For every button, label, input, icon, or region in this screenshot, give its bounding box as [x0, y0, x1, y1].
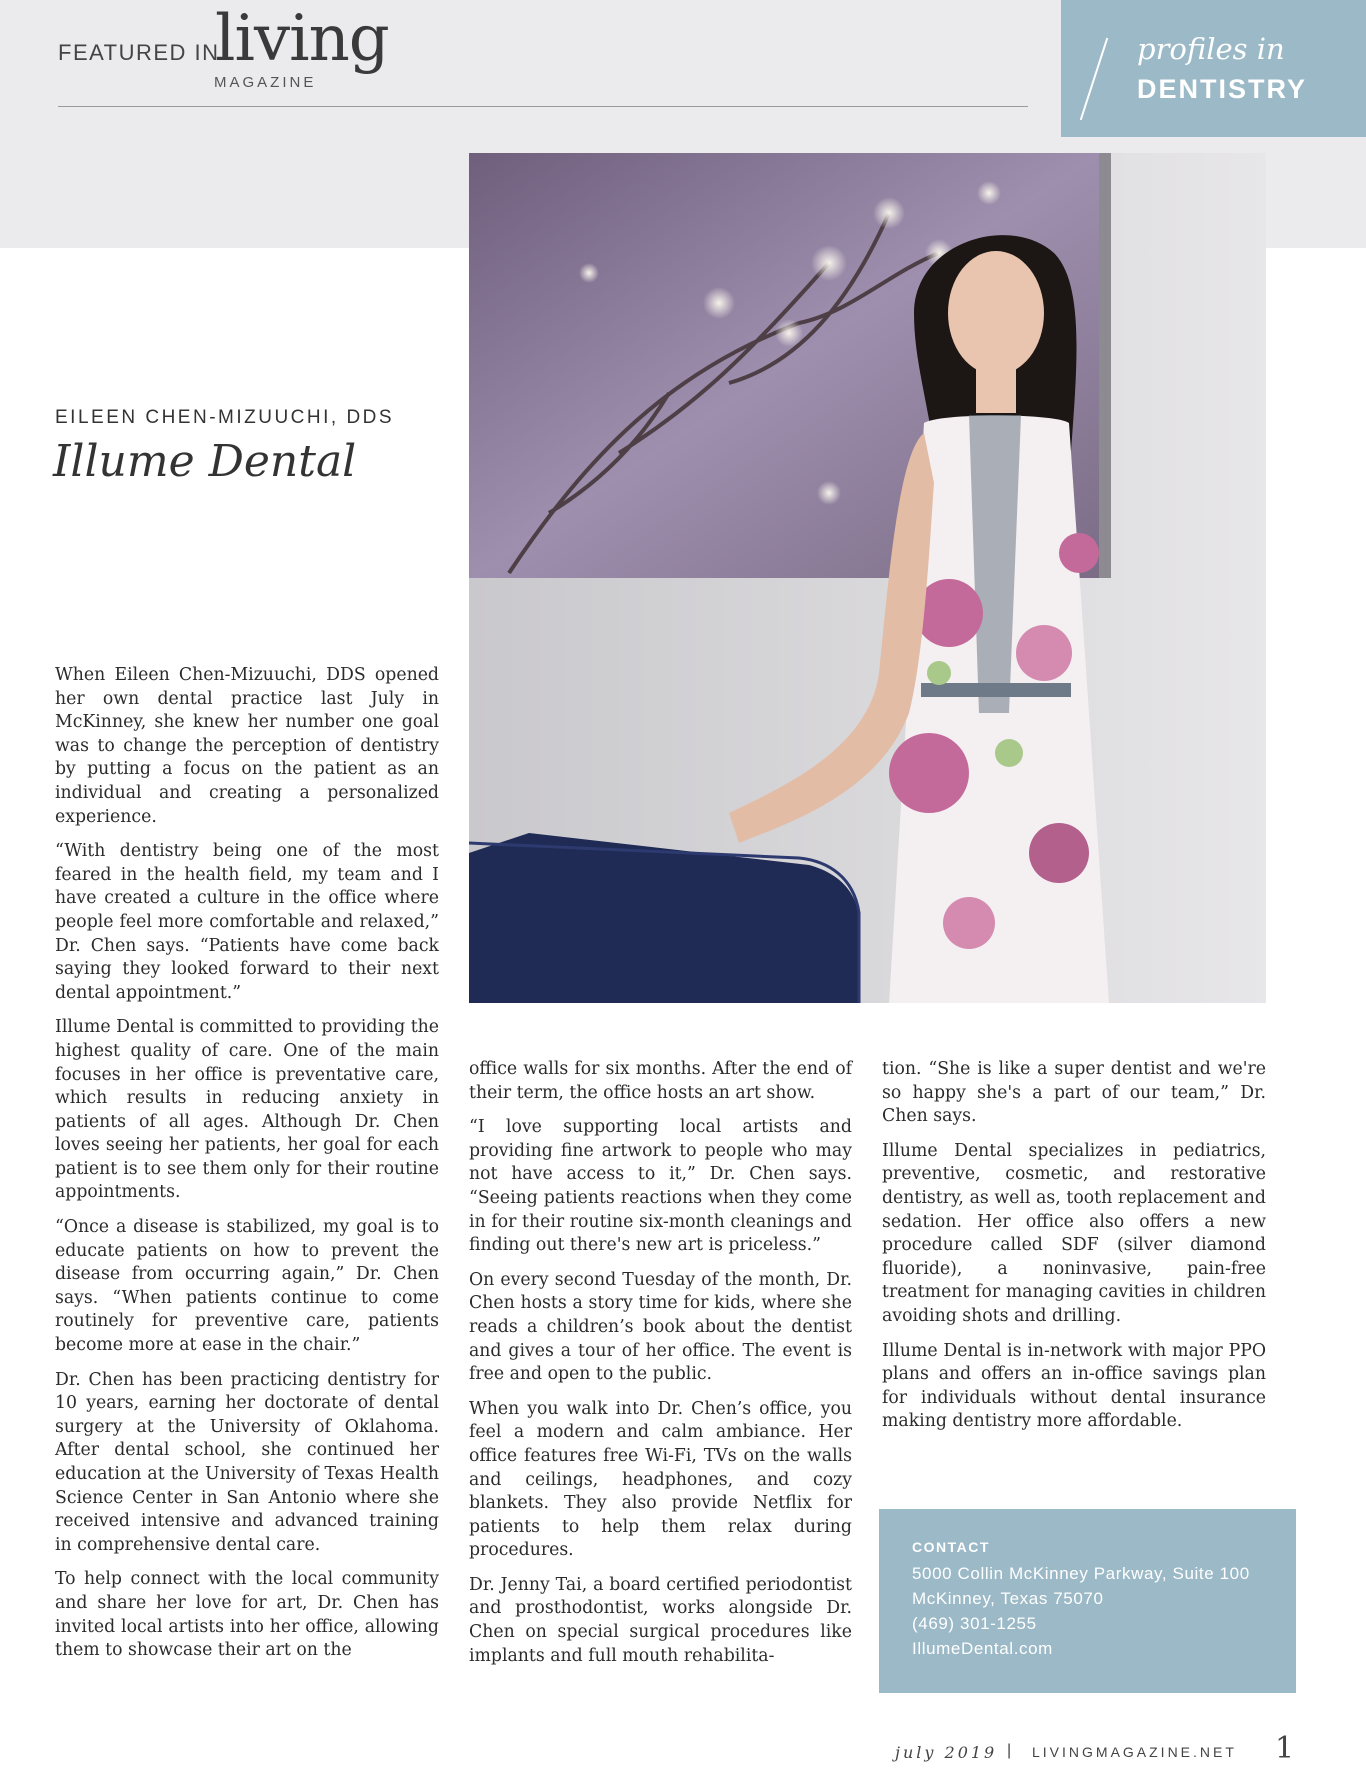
paragraph: Illume Dental is in-network with major PPO plans and offers an in-office savings plan for individuals without dental insurance making dentistry more affordable.: [882, 1340, 1266, 1432]
contact-box: [879, 1509, 1296, 1693]
body-column-3: [882, 1058, 1266, 1445]
body-column-1: [55, 664, 439, 1674]
featured-in-label: FEATURED IN: [58, 40, 220, 65]
footer-separator: |: [1007, 1742, 1012, 1759]
paragraph: tion. “She is like a super dentist and we're so happy she's a part of our team,” Dr. Chen says.: [882, 1059, 1266, 1127]
paragraph: Illume Dental specializes in pediatrics, preventive, cosmetic, and restorative dentistry, as well as, tooth replacement and sedation. Her office also offers a new procedure called SDF (silver diamond fluoride), a noninvasive, pain-free treatment for managing cavities in children avoiding shots and drilling.: [882, 1140, 1266, 1326]
paragraph: “I love supporting local artists and providing fine artwork to people who may not have access to it,” Dr. Chen says. “Seeing patients reactions when they come in for their routine six-month cleanings and finding out there's new art is priceless.”: [469, 1117, 852, 1256]
byline: EILEEN CHEN-MIZUUCHI, DDS: [55, 407, 395, 428]
footer-site-link[interactable]: LIVINGMAGAZINE.NET: [1032, 1744, 1237, 1760]
paragraph: Dr. Jenny Tai, a board certified periodontist and prosthodontist, works alongside Dr. Chen on special surgical procedures like implants and full mouth rehabilita-: [469, 1574, 852, 1666]
paragraph: Dr. Chen has been practicing dentistry for 10 years, earning her doctorate of dental surgery at the University of Oklahoma. After dental school, she continued her education at the University of Texas Health Science Center in San Antonio where she received intensive and advanced training in comprehensive dental care.: [55, 1369, 439, 1555]
contact-address-line-1: 5000 Collin McKinney Parkway, Suite 100: [912, 1564, 1250, 1583]
contact-heading: CONTACT: [912, 1539, 990, 1555]
section-tag: [1061, 0, 1366, 137]
section-title: DENTISTRY: [1137, 74, 1308, 104]
section-kicker: profiles in: [1137, 32, 1285, 66]
paragraph: When Eileen Chen-Mizuuchi, DDS opened her own dental practice last July in McKinney, she knew her number one goal was to change the perception of dentistry by putting a focus on the patient as an individual and creating a personalized experience.: [55, 665, 439, 827]
header-divider: [58, 106, 1028, 107]
paragraph: On every second Tuesday of the month, Dr. Chen hosts a story time for kids, where she reads a children’s book about the dentist and gives a tour of her office. The event is free and open to the public.: [469, 1269, 852, 1385]
paragraph: When you walk into Dr. Chen’s office, you feel a modern and calm ambiance. Her office features free Wi-Fi, TVs on the walls and ceilings, headphones, and cozy blankets. They also provide Netflix for patients to help them relax during procedures.: [469, 1398, 852, 1561]
portrait-photo: [469, 153, 1266, 1003]
brand-subtitle: MAGAZINE: [214, 74, 317, 91]
paragraph: To help connect with the local community and share her love for art, Dr. Chen has invited local artists into her office, allowing them to showcase their art on the: [55, 1569, 439, 1661]
brand-wordmark: living: [215, 2, 389, 76]
paragraph: office walls for six months. After the end of their term, the office hosts an art show.: [469, 1059, 852, 1103]
paragraph: Illume Dental is committed to providing the highest quality of care. One of the main focuses in her office is preventative care, which results in reducing anxiety in patients of all ages. Although Dr. Chen loves seeing her patients, her goal for each patient is to see them only for their routine appointments.: [55, 1017, 439, 1203]
contact-address-line-2: McKinney, Texas 75070: [912, 1589, 1104, 1608]
footer-issue: july 2019: [895, 1743, 998, 1762]
slash-divider: [1080, 38, 1108, 120]
body-column-2: [469, 1058, 852, 1679]
paragraph: “Once a disease is stabilized, my goal is to educate patients on how to prevent the disease from occurring again,” Dr. Chen says. “When patients continue to come routinely for preventive care, patients become more at ease in the chair.”: [55, 1217, 439, 1356]
contact-website-link[interactable]: IllumeDental.com: [912, 1639, 1053, 1658]
paragraph: “With dentistry being one of the most feared in the health field, my team and I have created a culture in the office where people feel more comfortable and relaxed,” Dr. Chen says. “Patients have come back saying they looked forward to their next dental appointment.”: [55, 841, 439, 1003]
article-title: Illume Dental: [53, 436, 357, 487]
page-number: 1: [1275, 1731, 1295, 1766]
contact-phone: (469) 301-1255: [912, 1614, 1037, 1633]
